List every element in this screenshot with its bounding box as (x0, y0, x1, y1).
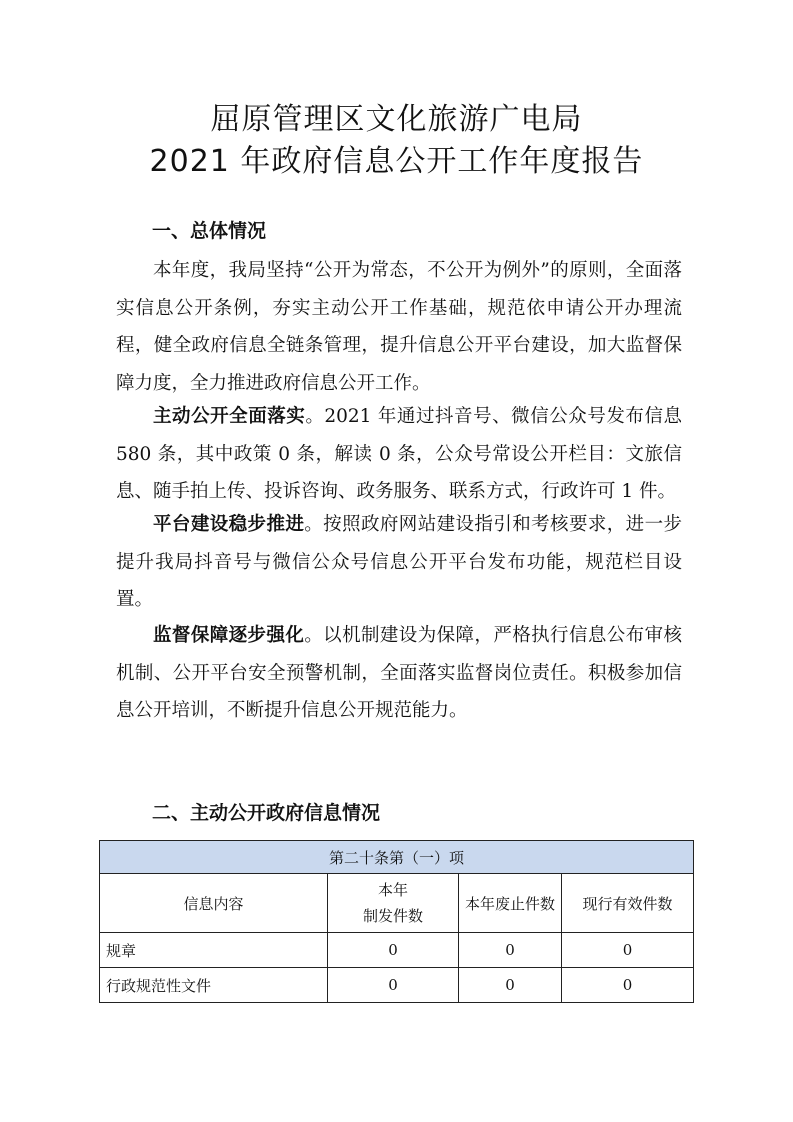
report-title-line2: 2021 年政府信息公开工作年度报告 (149, 144, 644, 179)
paragraph-body: 。按照政府网站建设指引和考核要求，进一步提升我局抖音号与微信公众号信息公开平台发布功能，规范栏目设置。 (116, 514, 682, 610)
cell-abolished: 0 (459, 933, 562, 968)
cell-valid: 0 (562, 968, 694, 1003)
header-issued-this-year (328, 874, 459, 933)
cell-issued: 0 (328, 968, 459, 1003)
header-abolished-this-year: 本年废止件数 (459, 874, 562, 933)
table-row (100, 968, 694, 1003)
paragraph-body: 。以机制建设为保障，严格执行信息公布审核机制、公开平台安全预警机制，全面落实监督岗位责任。积极参加信息公开培训，不断提升信息公开规范能力。 (116, 625, 682, 721)
row-label: 规章 (100, 933, 328, 968)
paragraph-lead: 平台建设稳步推进 (153, 514, 305, 535)
header-info-content: 信息内容 (100, 874, 328, 933)
report-title-line1: 屈原管理区文化旅游广电局 (210, 102, 583, 137)
section2-heading: 二、主动公开政府信息情况 (152, 802, 381, 824)
paragraph-lead: 监督保障逐步强化 (153, 625, 305, 646)
table-row (100, 933, 694, 968)
header-line: 制发件数 (362, 907, 423, 925)
intro-paragraph: 本年度，我局坚持“公开为常态，不公开为例外”的原则，全面落实信息公开条例，夯实主动公开工作基础，规范依申请公开办理流程，健全政府信息全链条管理，提升信息公开平台建设，加大监督保障力度，全力推进政府信息公开工作。 (116, 260, 682, 394)
paragraph-supervision (116, 617, 682, 730)
cell-valid: 0 (562, 933, 694, 968)
cell-issued: 0 (328, 933, 459, 968)
table-header-row (100, 874, 694, 933)
disclosure-table (99, 840, 694, 1003)
table-caption: 第二十条第（一）项 (100, 841, 694, 874)
cell-abolished: 0 (459, 968, 562, 1003)
paragraph-active-disclosure (116, 398, 682, 511)
paragraph-platform-building (116, 506, 682, 619)
paragraph-lead: 主动公开全面落实 (153, 406, 306, 427)
header-line: 本年 (377, 881, 408, 899)
paragraph-body: 。2021 年通过抖音号、微信公众号发布信息 580 条，其中政策 0 条，解读 0 条，公众号常设公开栏目：文旅信息、随手拍上传、投诉咨询、政务服务、联系方式，行政许可 1 件。 (116, 406, 682, 502)
table-caption-row (100, 841, 694, 874)
header-currently-valid: 现行有效件数 (562, 874, 694, 933)
section1-heading: 一、总体情况 (152, 220, 267, 242)
row-label: 行政规范性文件 (100, 968, 328, 1003)
